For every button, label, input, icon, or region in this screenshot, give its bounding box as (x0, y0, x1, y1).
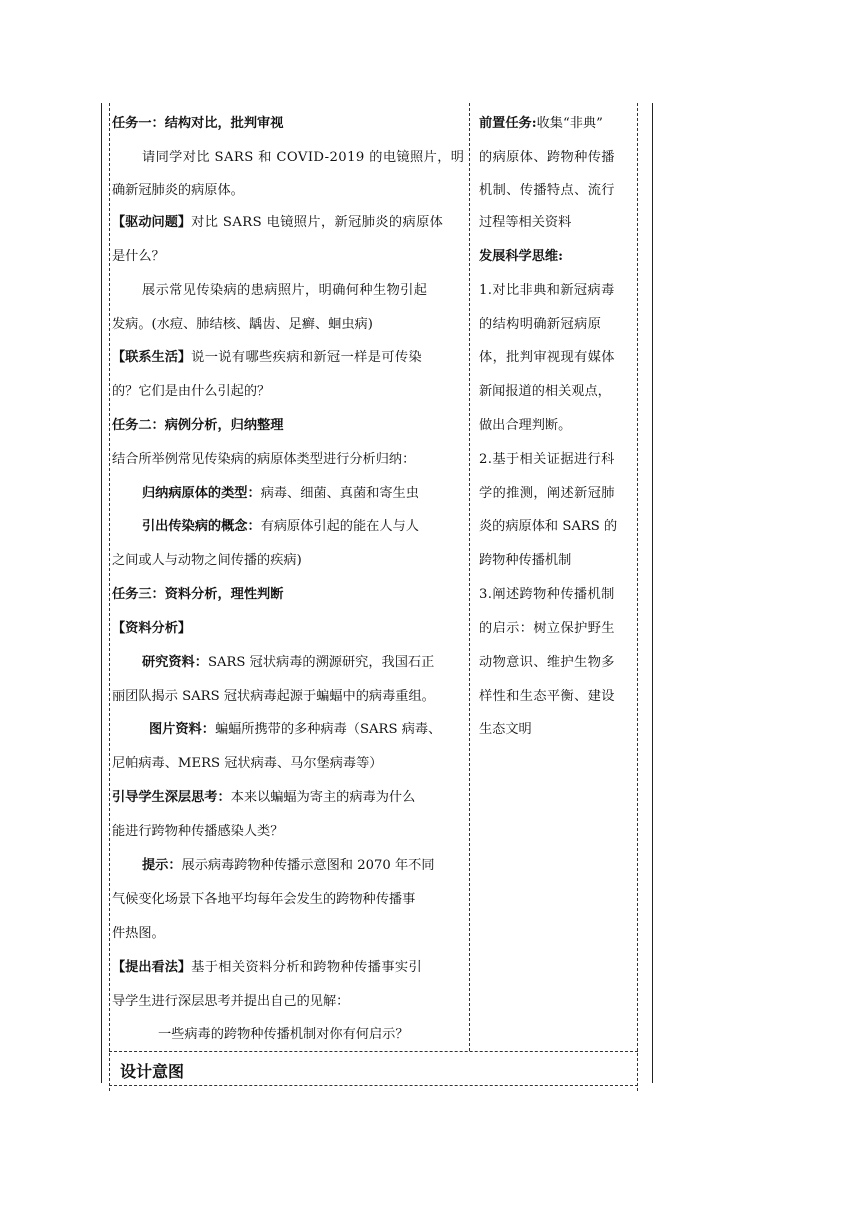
task2-title: 任务二：病例分析，归纳整理 (112, 418, 284, 433)
view-proposal (112, 960, 422, 976)
infectious-disease-concept (142, 519, 419, 535)
picture-material-text: 蝙蝠所携带的多种病毒（SARS 病毒、 (214, 722, 442, 737)
life-connection-tag: 【联系生活】 (112, 350, 192, 365)
research-material-text: SARS 冠状病毒的溯源研究，我国石正 (207, 655, 435, 670)
driving-question-text: 对比 SARS 电镜照片，新冠肺炎的病原体 (191, 215, 444, 230)
design-intent-heading: 设计意图 (120, 1062, 185, 1081)
concept-text: 有病原体引起的能在人与人 (260, 519, 419, 534)
concept-label: 引出传染病的概念： (142, 519, 261, 534)
goal2-line3: 炎的病原体和 SARS 的 (479, 519, 618, 534)
pathogen-types-label: 归纳病原体的类型： (142, 486, 261, 501)
goal2-line4: 跨物种传播机制 (479, 553, 572, 568)
driving-question-tag: 【驱动问题】 (112, 215, 192, 230)
goal1-line1: 1.对比非典和新冠病毒 (479, 283, 615, 298)
view-proposal-line2: 导学生进行深层思考并提出自己的见解： (112, 994, 350, 1009)
row-divider (109, 1051, 638, 1052)
hint-label: 提示： (142, 858, 182, 873)
view-proposal-text: 基于相关资料分析和跨物种传播事实引 (191, 960, 423, 975)
goal1-line4: 新闻报道的相关观点， (479, 384, 611, 399)
picture-material-label: 图片资料： (149, 722, 215, 737)
goal1-line5: 做出合理判断。 (479, 418, 572, 433)
table-border-outer-left (101, 103, 102, 1083)
pre-task (479, 116, 603, 132)
pre-task-line4: 过程等相关资料 (479, 215, 572, 230)
goal3-line4: 样性和生态平衡、建设 (479, 689, 615, 704)
goal2-line2: 学的推测，阐述新冠肺 (479, 486, 615, 501)
photo-display-line2: 发病。(水痘、肺结核、龋齿、足癣、蛔虫病) (112, 317, 373, 332)
hint-line2: 气候变化场景下各地平均每年会发生的跨物种传播事 (112, 892, 416, 907)
deep-thinking-label: 引导学生深层思考： (112, 790, 231, 805)
pre-task-line2: 的病原体、跨物种传播 (479, 150, 615, 165)
picture-material (149, 722, 441, 738)
pathogen-types (142, 486, 419, 502)
goal3-line2: 的启示：树立保护野生 (479, 621, 615, 636)
table-border-inner-left (109, 103, 110, 1091)
material-analysis-tag: 【资料分析】 (112, 621, 192, 636)
table-bottom-border (109, 1085, 638, 1086)
research-material-label: 研究资料： (142, 655, 208, 670)
research-material (142, 655, 434, 671)
goal3-line1: 3.阐述跨物种传播机制 (479, 587, 615, 602)
hint-text: 展示病毒跨物种传播示意图和 2070 年不同 (181, 858, 435, 873)
pre-task-line3: 机制、传播特点、流行 (479, 183, 615, 198)
task1-text-line2: 确新冠肺炎的病原体。 (112, 183, 244, 198)
task1-title: 任务一：结构对比，批判审视 (112, 116, 284, 131)
final-question: 一些病毒的跨物种传播机制对你有何启示？ (158, 1027, 409, 1042)
task3-title: 任务三：资料分析，理性判断 (112, 587, 284, 602)
deep-thinking (112, 790, 415, 806)
picture-material-line2: 尼帕病毒、MERS 冠状病毒、马尔堡病毒等） (112, 756, 383, 771)
pre-task-text: 收集“非典” (536, 116, 603, 131)
goal1-line3: 体，批判审视现有媒体 (479, 350, 615, 365)
column-divider (469, 103, 470, 1051)
task2-text: 结合所举例常见传染病的病原体类型进行分析归纳： (112, 452, 416, 467)
goal1-line2: 的结构明确新冠病原 (479, 317, 602, 332)
deep-thinking-text: 本来以蝙蝠为寄主的病毒为什么 (230, 790, 416, 805)
life-connection-text: 说一说有哪些疾病和新冠一样是可传染 (191, 350, 423, 365)
scientific-thinking-title: 发展科学思维: (479, 249, 563, 264)
photo-display-line1: 展示常见传染病的患病照片，明确何种生物引起 (142, 283, 428, 298)
research-material-line2: 丽团队揭示 SARS 冠状病毒起源于蝙蝠中的病毒重组。 (112, 689, 435, 704)
view-proposal-tag: 【提出看法】 (112, 960, 192, 975)
deep-thinking-line2: 能进行跨物种传播感染人类？ (112, 824, 284, 839)
hint-line3: 件热图。 (112, 926, 165, 941)
pre-task-label: 前置任务: (479, 116, 537, 131)
life-connection-line2: 的？它们是由什么引起的？ (112, 384, 271, 399)
goal3-line5: 生态文明 (479, 722, 532, 737)
task1-text-line1: 请同学对比 SARS 和 COVID-2019 的电镜照片，明 (142, 150, 465, 165)
table-border-outer-right (652, 103, 653, 1083)
pathogen-types-text: 病毒、细菌、真菌和寄生虫 (260, 486, 419, 501)
table-border-inner-right (637, 103, 638, 1091)
hint (142, 858, 435, 874)
goal3-line3: 动物意识、维护生物多 (479, 655, 615, 670)
life-connection (112, 350, 422, 366)
goal2-line1: 2.基于相关证据进行科 (479, 452, 615, 467)
driving-question-line2: 是什么？ (112, 249, 165, 264)
driving-question (112, 215, 443, 231)
concept-line2: 之间或人与动物之间传播的疾病) (112, 553, 302, 568)
